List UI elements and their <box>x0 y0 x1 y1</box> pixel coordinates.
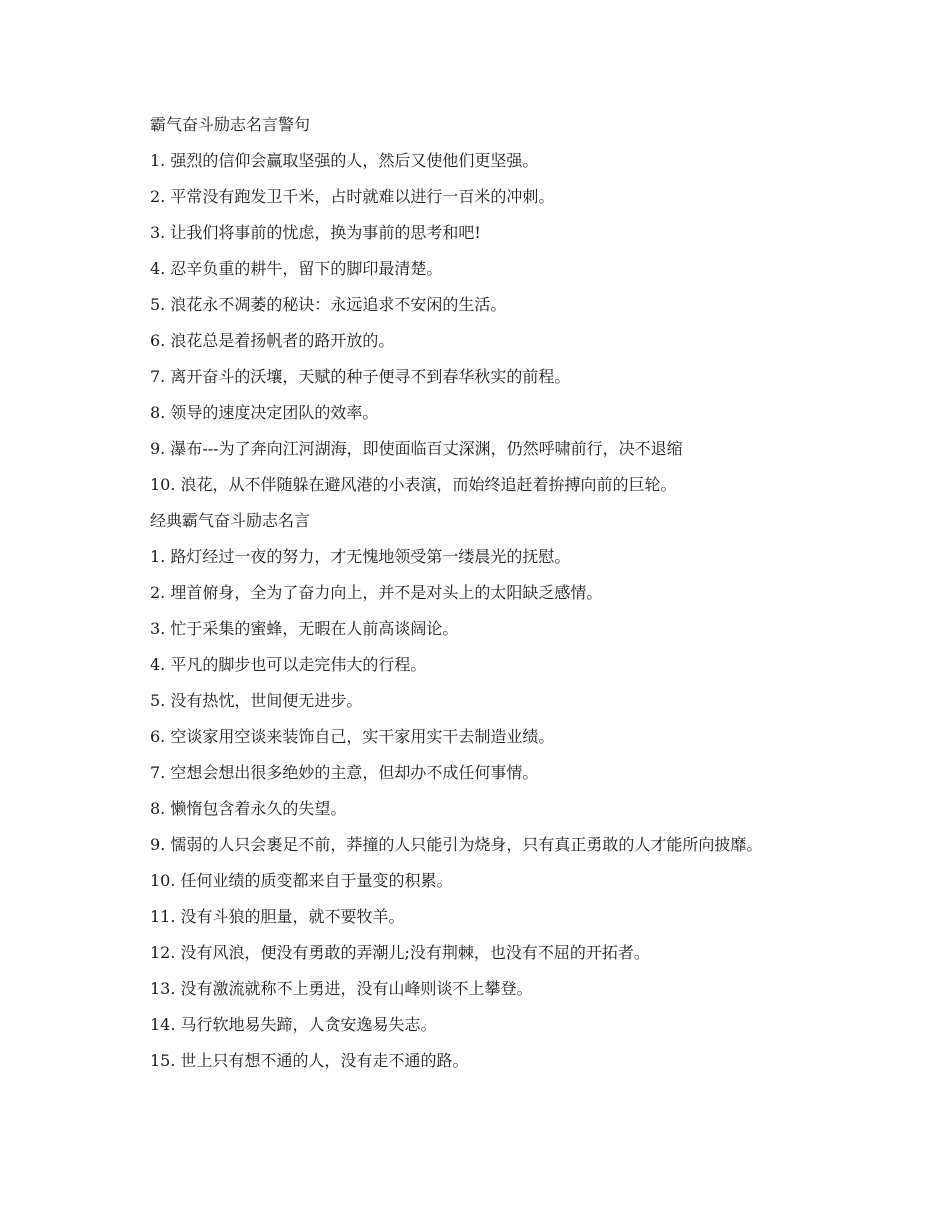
quote-item: 12. 没有风浪，便没有勇敢的弄潮儿;没有荆棘，也没有不屈的开拓者。 <box>150 943 650 962</box>
section-heading: 经典霸气奋斗励志名言 <box>150 511 311 530</box>
quote-item: 7. 空想会想出很多绝妙的主意，但却办不成任何事情。 <box>150 763 539 782</box>
quote-item: 14. 马行软地易失蹄，人贪安逸易失志。 <box>150 1015 437 1034</box>
quote-item: 6. 浪花总是着扬帆者的路开放的。 <box>150 331 395 350</box>
quote-item: 13. 没有激流就称不上勇进，没有山峰则谈不上攀登。 <box>150 979 533 998</box>
quote-item: 5. 浪花永不凋萎的秘诀：永远追求不安闲的生活。 <box>150 295 507 314</box>
quote-item: 15. 世上只有想不通的人，没有走不通的路。 <box>150 1051 469 1070</box>
quote-item: 10. 任何业绩的质变都来自于量变的积累。 <box>150 871 453 890</box>
quote-item: 4. 忍辛负重的耕牛，留下的脚印最清楚。 <box>150 259 443 278</box>
quote-item: 2. 埋首俯身，全为了奋力向上，并不是对头上的太阳缺乏感情。 <box>150 583 603 602</box>
quote-item: 9. 瀑布---为了奔向江河湖海，即使面临百丈深渊，仍然呼啸前行，决不退缩 <box>150 439 683 458</box>
quote-item: 8. 懒惰包含着永久的失望。 <box>150 799 347 818</box>
quote-item: 7. 离开奋斗的沃壤，天赋的种子便寻不到春华秋实的前程。 <box>150 367 571 386</box>
quote-item: 10. 浪花，从不伴随躲在避风港的小表演，而始终追赶着拚搏向前的巨轮。 <box>150 475 677 494</box>
quote-item: 5. 没有热忱，世间便无进步。 <box>150 691 363 710</box>
quote-item: 2. 平常没有跑发卫千米，占时就难以进行一百米的冲刺。 <box>150 187 555 206</box>
section-quotes-2 <box>113 510 840 1072</box>
quote-item: 3. 让我们将事前的忧虑，换为事前的思考和吧! <box>150 223 481 242</box>
quote-item: 1. 路灯经过一夜的努力，才无愧地领受第一缕晨光的抚慰。 <box>150 547 571 566</box>
section-heading: 霸气奋斗励志名言警句 <box>150 115 311 134</box>
quote-item: 6. 空谈家用空谈来装饰自己，实干家用实干去制造业绩。 <box>150 727 555 746</box>
quote-item: 3. 忙于采集的蜜蜂，无暇在人前高谈阔论。 <box>150 619 459 638</box>
quote-item: 8. 领导的速度决定团队的效率。 <box>150 403 379 422</box>
quote-item: 9. 懦弱的人只会裹足不前，莽撞的人只能引为烧身，只有真正勇敢的人才能所向披靡。 <box>150 835 763 854</box>
quote-item: 11. 没有斗狼的胆量，就不要牧羊。 <box>150 907 405 926</box>
section-quotes-1 <box>113 114 840 496</box>
quote-item: 1. 强烈的信仰会赢取坚强的人，然后又使他们更坚强。 <box>150 151 539 170</box>
quote-item: 4. 平凡的脚步也可以走完伟大的行程。 <box>150 655 427 674</box>
